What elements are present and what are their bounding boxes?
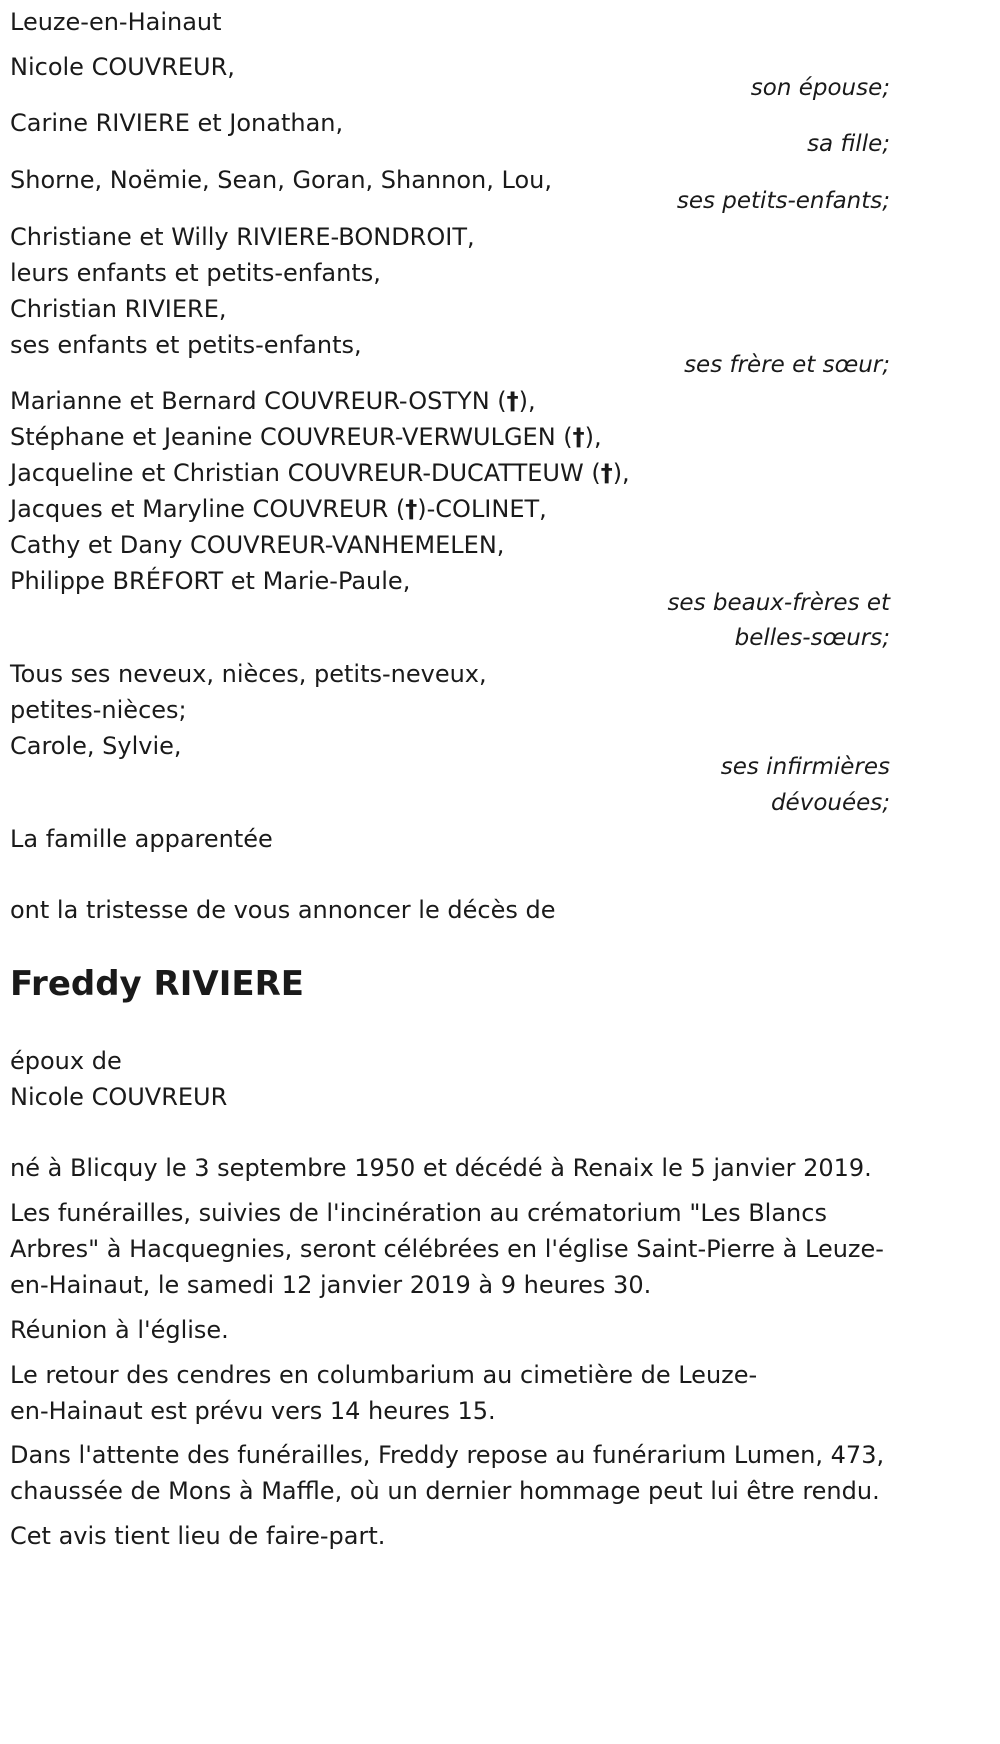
- family-name-line: ses enfants et petits-enfants,: [10, 331, 362, 359]
- spouse-name: Nicole COUVREUR: [10, 1083, 228, 1111]
- detail-line: Le retour des cendres en columbarium au cimetière de Leuze-: [10, 1361, 758, 1389]
- family-relation: ses beaux-frères et: [667, 590, 890, 616]
- cross-icon: †: [600, 459, 613, 487]
- family-name-line: petites-nièces;: [10, 696, 187, 724]
- family-name-line: Shorne, Noëmie, Sean, Goran, Shannon, Lou,: [10, 166, 552, 194]
- family-relation: ses frère et sœur;: [684, 352, 890, 378]
- detail-line: Arbres" à Hacquegnies, seront célébrées en l'église Saint-Pierre à Leuze-: [10, 1235, 884, 1263]
- family-relation: sa fille;: [807, 131, 890, 157]
- detail-line: en-Hainaut, le samedi 12 janvier 2019 à 9 heures 30.: [10, 1271, 652, 1299]
- detail-line: chaussée de Mons à Maffle, où un dernier hommage peut lui être rendu.: [10, 1477, 880, 1505]
- deceased-name: Freddy RIVIERE: [10, 964, 304, 1004]
- family-name-line: Philippe BRÉFORT et Marie-Paule,: [10, 567, 411, 595]
- announcement-text: ont la tristesse de vous annoncer le décès de: [10, 896, 556, 924]
- family-name-line: Cathy et Dany COUVREUR-VANHEMELEN,: [10, 531, 505, 559]
- family-relation: ses infirmières: [720, 754, 890, 780]
- cross-icon: †: [405, 495, 418, 523]
- detail-line: né à Blicquy le 3 septembre 1950 et décédé à Renaix le 5 janvier 2019.: [10, 1154, 872, 1182]
- family-name-line: Christian RIVIERE,: [10, 295, 227, 323]
- detail-line: Réunion à l'église.: [10, 1316, 229, 1344]
- family-name-line: Jacqueline et Christian COUVREUR-DUCATTEUW (†),: [10, 459, 630, 487]
- detail-line: Les funérailles, suivies de l'incinération au crématorium "Les Blancs: [10, 1199, 827, 1227]
- detail-line: Dans l'attente des funérailles, Freddy repose au funérarium Lumen, 473,: [10, 1441, 885, 1469]
- family-relation: son épouse;: [750, 75, 890, 101]
- family-name-line: Carine RIVIERE et Jonathan,: [10, 109, 344, 137]
- family-name-line: Stéphane et Jeanine COUVREUR-VERWULGEN (†),: [10, 423, 602, 451]
- location-header: Leuze-en-Hainaut: [10, 8, 222, 36]
- detail-line: en-Hainaut est prévu vers 14 heures 15.: [10, 1397, 496, 1425]
- family-name-line: Nicole COUVREUR,: [10, 53, 235, 81]
- family-closing: La famille apparentée: [10, 825, 273, 853]
- family-name-line: Marianne et Bernard COUVREUR-OSTYN (†),: [10, 387, 536, 415]
- family-relation: ses petits-enfants;: [676, 188, 890, 214]
- spouse-label: époux de: [10, 1047, 122, 1075]
- family-name-line: Carole, Sylvie,: [10, 732, 182, 760]
- detail-line: Cet avis tient lieu de faire-part.: [10, 1522, 386, 1550]
- cross-icon: †: [572, 423, 585, 451]
- family-relation: belles-sœurs;: [734, 625, 890, 651]
- family-name-line: leurs enfants et petits-enfants,: [10, 259, 381, 287]
- family-name-line: Christiane et Willy RIVIERE-BONDROIT,: [10, 223, 475, 251]
- family-relation: dévouées;: [770, 790, 890, 816]
- cross-icon: †: [506, 387, 519, 415]
- family-name-line: Jacques et Maryline COUVREUR (†)-COLINET,: [10, 495, 547, 523]
- family-name-line: Tous ses neveux, nièces, petits-neveux,: [10, 660, 487, 688]
